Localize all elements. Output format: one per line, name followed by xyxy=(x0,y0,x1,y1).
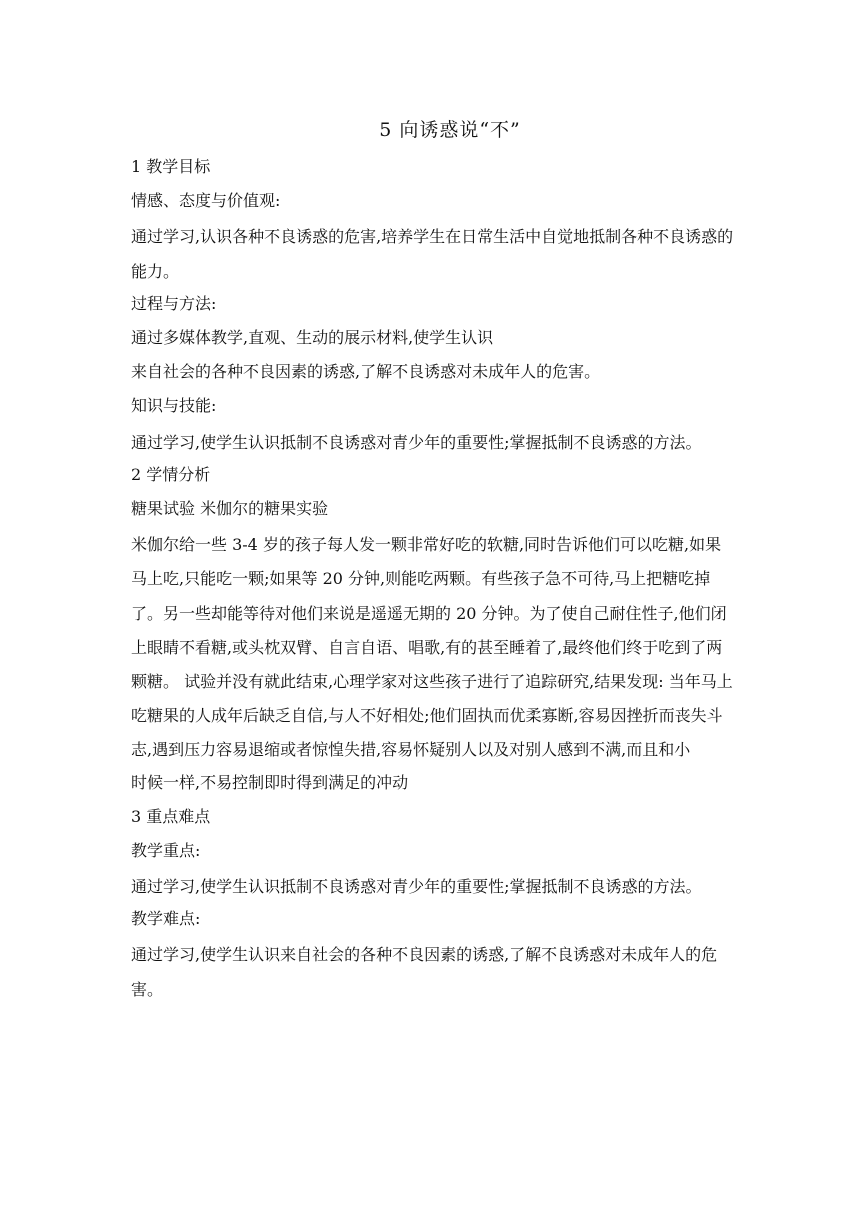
document-body xyxy=(131,152,741,1007)
body-line: 教学重点: xyxy=(131,840,201,860)
body-paragraph: 米伽尔给一些 3-4 岁的孩子每人发一颗非常好吃的软糖,同时告诉他们可以吃糖,如果马上吃,只能吃一颗;如果等 20 分钟,则能吃两颗。有些孩子急不可待,马上把糖吃掉了。另一些却能等待对他们来说是遥遥无期的 20 分钟。为了使自己耐住性子,他们闭上眼睛不看糖,或头枕双臂、自言自语、唱歌,有的甚至睡着了,最终他们终于吃到了两颗糖。 试验并没有就此结束,心理学家对这些孩子进行了追踪研究,结果发现: 当年马上吃糖果的人成年后缺乏自信,与人不好相处;他们固执而优柔寡断,容易因挫折而丧失斗志,遇到压力容易退缩或者惊惶失措,容易怀疑别人以及对别人感到不满,而且和小 xyxy=(131,535,733,760)
body-paragraph: 通过学习,使学生认识抵制不良诱惑对青少年的重要性;掌握抵制不良诱惑的方法。 xyxy=(131,432,702,452)
body-line: 1 教学目标 xyxy=(131,157,211,176)
body-paragraph: 通过学习,认识各种不良诱惑的危害,培养学生在日常生活中自觉地抵制各种不良诱惑的能力。 xyxy=(131,227,734,281)
body-line: 情感、态度与价值观: xyxy=(131,191,281,211)
body-line: 教学难点: xyxy=(131,909,201,929)
page-title: 5 向诱惑说“不” xyxy=(379,119,521,141)
body-line: 过程与方法: xyxy=(131,293,217,313)
body-line: 来自社会的各种不良因素的诱惑,了解不良诱惑对未成年人的危害。 xyxy=(131,362,601,382)
body-paragraph: 通过学习,使学生认识来自社会的各种不良因素的诱惑,了解不良诱惑对未成年人的危害。 xyxy=(131,945,718,999)
body-paragraph: 通过学习,使学生认识抵制不良诱惑对青少年的重要性;掌握抵制不良诱惑的方法。 xyxy=(131,877,702,897)
body-line: 糖果试验 米伽尔的糖果实验 xyxy=(131,498,329,518)
body-line: 时候一样,不易控制即时得到满足的冲动 xyxy=(131,772,409,792)
body-line: 通过多媒体教学,直观、生动的展示材料,使学生认识 xyxy=(131,327,494,347)
body-line: 3 重点难点 xyxy=(131,806,211,826)
body-line: 知识与技能: xyxy=(131,396,217,416)
body-line: 2 学情分析 xyxy=(131,464,211,484)
